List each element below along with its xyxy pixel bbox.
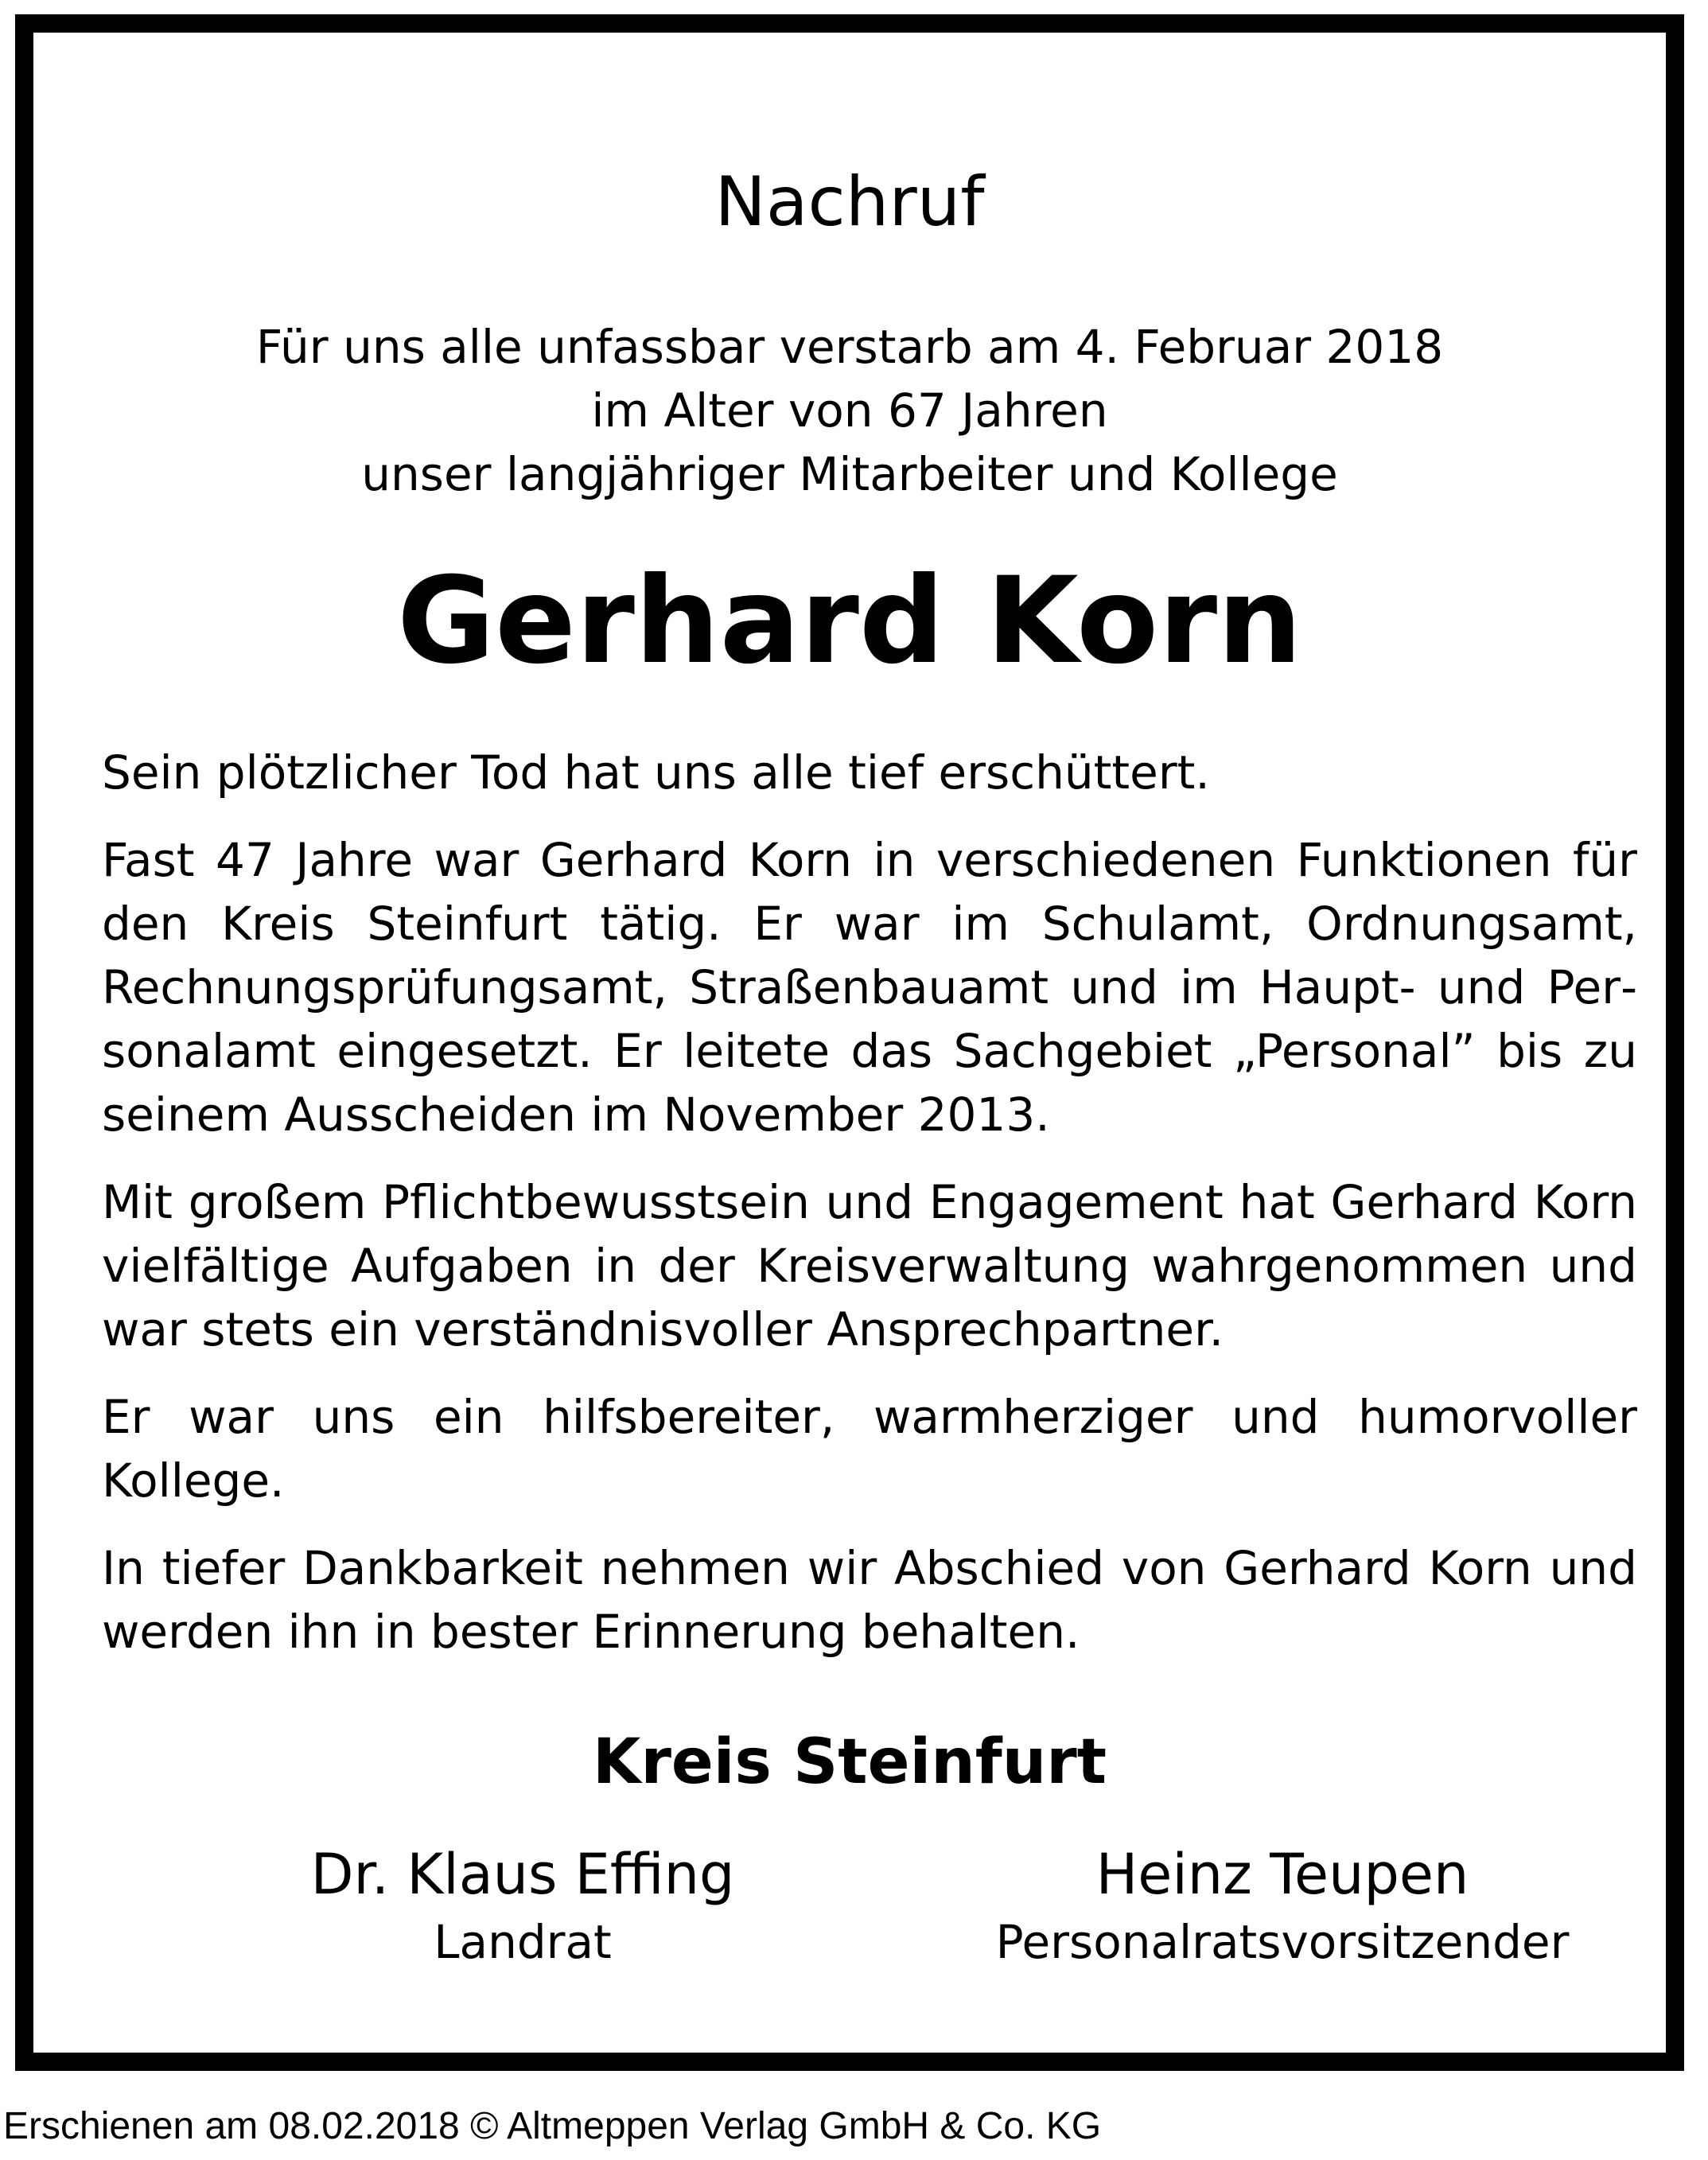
body-paragraph: Er war uns ein hilfsbereiter, warmherziger und humorvoller Kollege. xyxy=(102,1390,1637,1508)
signer-role: Personalratsvorsitzender xyxy=(995,1915,1570,1969)
intro-line: im Alter von 67 Jahren xyxy=(591,383,1108,438)
signer-role: Landrat xyxy=(434,1915,612,1969)
deceased-name: Gerhard Korn xyxy=(397,552,1302,691)
obituary-notice xyxy=(15,14,1684,2071)
body-paragraph: Mit großem Pflichtbewusstsein und Engagement hat Gerhard Korn vielfältige Aufgaben in der Kreisverwaltung wahrgenommen und war stets ein verständnisvoller Ansprechpartner. xyxy=(102,1175,1637,1356)
body-paragraph: Sein plötzlicher Tod hat uns alle tief erschüttert. xyxy=(102,745,1210,800)
intro-line: Für uns alle unfassbar verstarb am 4. Februar 2018 xyxy=(255,320,1444,374)
intro-line: unser langjähriger Mitarbeiter und Kollege xyxy=(361,447,1338,501)
body-paragraph: In tiefer Dankbarkeit nehmen wir Abschied von Gerhard Korn und werden ihn in bester Erinnerung behalten. xyxy=(102,1541,1637,1659)
signer-block xyxy=(940,1839,1624,1974)
intro-text xyxy=(33,315,1666,506)
obituary-body xyxy=(102,741,1637,1687)
signer-name: Heinz Teupen xyxy=(1095,1842,1469,1907)
organization-name: Kreis Steinfurt xyxy=(593,1726,1107,1798)
notice-title: Nachruf xyxy=(714,162,985,242)
signer-name: Dr. Klaus Effing xyxy=(310,1842,735,1907)
publication-footer: Erschienen am 08.02.2018 © Altmeppen Verlag GmbH & Co. KG xyxy=(3,2105,1102,2147)
body-paragraph: Fast 47 Jahre war Gerhard Korn in verschiedenen Funktionen für den Kreis Steinfurt tätig. Er war im Schulamt, Ordnungsamt, Rechnungsprüfungsamt, Straßenbauamt und im Haupt- und Personalamt eingesetzt. Er leitete das Sachgebiet „Personal” bis zu seinem Ausscheiden im November 2013. xyxy=(102,833,1637,1142)
signer-block xyxy=(181,1839,865,1974)
